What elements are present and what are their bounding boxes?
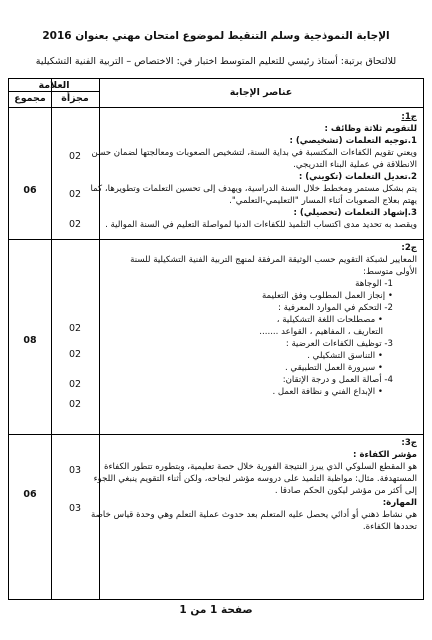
total-mark: 08 xyxy=(23,335,37,346)
partial-mark: 02 xyxy=(68,151,82,162)
answer-line: تحددها الكفاءة. xyxy=(362,522,417,532)
answer-line: هو المقطع السلوكي الذي يبرز النتيجة الفورية خلال حصة تعليمية، وبتطوره تتطور الكفاءة xyxy=(103,462,417,472)
total-mark: 06 xyxy=(23,489,37,500)
answer-line: 4- أصالة العمل و درجة الإتقان: xyxy=(282,375,393,385)
answer-line: يهتم بعلاج الصعوبات أثناء المسار "التعليمي-التعلمي". xyxy=(229,196,417,206)
partial-mark: 02 xyxy=(68,349,82,360)
partial-mark: 02 xyxy=(68,399,82,410)
answer-line: 3.إشهاد التعلمات (تحصيلي) : xyxy=(293,208,417,218)
answer-line: المستهدفة. مثال: مواظبة التلميذ على دروسه مؤشر لنجاحه، ولكن أثناء التقويم ينبغي اللجوء xyxy=(93,474,417,484)
answer-line: ويقصد به تحديد مدى اكتساب التلميذ للكفاءات الدنيا لمواصلة التعليم في السنة الموالية . xyxy=(105,220,417,230)
partial-mark: 03 xyxy=(68,465,82,476)
partial-mark: 02 xyxy=(68,379,82,390)
answer-3 xyxy=(91,437,417,533)
row-divider xyxy=(9,434,423,435)
answer-line: المهارة: xyxy=(382,498,417,508)
partial-mark: 02 xyxy=(68,219,82,230)
answer-line: هي نشاط ذهني أو أدائي يحصل عليه المتعلم بعد حدوث عملية التعلم وهي وحدة قياس خاصة xyxy=(91,510,417,520)
partial-mark: 03 xyxy=(68,503,82,514)
answer-line: مؤشر الكفاءة : xyxy=(353,450,417,460)
page-number: صفحة 1 من 1 xyxy=(179,604,253,616)
answer-line: • الإبداع الفني و نظافة العمل . xyxy=(272,387,383,397)
header-divider xyxy=(9,107,423,108)
partial-header: مجزأة xyxy=(61,93,89,104)
partial-mark: 02 xyxy=(68,323,82,334)
column-divider xyxy=(51,79,52,599)
answer-label: ج3: xyxy=(401,438,417,448)
answer-table xyxy=(8,78,424,600)
answer-line: التعاريف ، المفاهيم ، القواعد ....... xyxy=(259,327,383,337)
answer-line: • سيرورة العمل التطبيقي . xyxy=(284,363,383,373)
document-subtitle: للالتحاق برتبة: أستاذ رئيسي للتعليم المتوسط اختبار في: الاختصاص – التربية الفنية التشكيلية xyxy=(35,56,397,67)
answer-line: الانطلاقة في عملية البناء التدريجي. xyxy=(293,160,417,170)
answer-line: يتم بشكل مستمر ومخطط خلال السنة الدراسية، ويهدف إلى تحسين التعلمات وتطويرها، كما xyxy=(90,184,417,194)
answer-label: ج2: xyxy=(401,243,417,253)
mark-header: العلامة xyxy=(38,80,70,91)
answer-line: 2- التحكم في الموارد المعرفية : xyxy=(278,303,393,313)
answer-line: للتقويم ثلاثة وظائف : xyxy=(324,124,417,134)
elements-header: عناصر الإجابة xyxy=(229,87,293,98)
answer-line: ويعني تقويم الكفاءات المكتسبة في بداية السنة، لتشخيص الصعوبات ومعالجتها لضمان حسن xyxy=(91,148,417,158)
answer-2 xyxy=(105,242,417,398)
answer-line: المعايير لشبكة التقويم حسب الوثيقة المرفقة لمنهج التربية الفنية التشكيلية للسنة xyxy=(130,255,417,265)
answer-line: 2.تعديل التعلمات (تكويني) : xyxy=(298,172,417,182)
answer-line: إلى أكثر من مؤشر ليكون الحكم صادقا . xyxy=(274,486,417,496)
total-mark: 06 xyxy=(23,185,37,196)
answer-label: ج1: xyxy=(401,112,417,122)
answer-line: • التناسق التشكيلي . xyxy=(307,351,383,361)
document-title: الإجابة النموذجية وسلم التنقيط لموضوع امتحان مهني بعنوان 2016 xyxy=(42,30,390,42)
header-divider xyxy=(9,91,99,92)
answer-line: • إنجاز العمل المطلوب وفق التعليمة xyxy=(261,291,393,301)
answer-line: 1.توجيه التعلمات (تشخيصي) : xyxy=(289,136,417,146)
answer-line: الأولى متوسط: xyxy=(363,267,417,277)
answer-line: • مصطلحات اللغة التشكيلية ، xyxy=(276,315,383,325)
answer-line: 3- توظيف الكفاءات العرضية : xyxy=(285,339,393,349)
partial-mark: 02 xyxy=(68,189,82,200)
total-header: مجموع xyxy=(14,93,46,104)
answer-1 xyxy=(90,111,417,231)
answer-line: 1- الوجاهة xyxy=(355,279,393,289)
row-divider xyxy=(9,239,423,240)
